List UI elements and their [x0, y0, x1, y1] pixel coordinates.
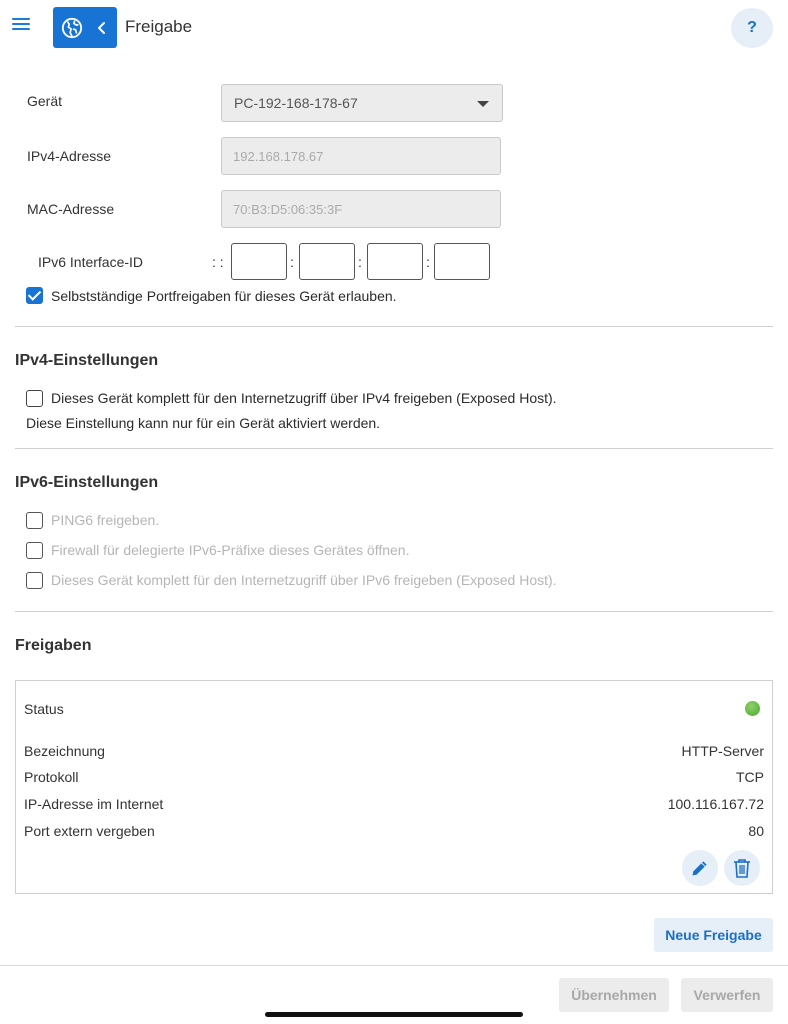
freigabe-card [15, 680, 773, 894]
row-value: 100.116.167.72 [667, 796, 764, 812]
nav-back-button[interactable] [53, 7, 117, 48]
ipv6-separator: : [290, 254, 294, 270]
ipv6-separator: : [426, 254, 430, 270]
delete-button[interactable] [724, 850, 760, 886]
ping6-checkbox[interactable] [26, 512, 43, 529]
discard-button[interactable]: Verwerfen [681, 978, 773, 1012]
freigaben-title: Freigaben [15, 637, 92, 654]
row-value: TCP [736, 769, 764, 785]
mac-label: MAC-Adresse [27, 201, 115, 217]
pencil-icon [690, 858, 710, 878]
ipv6-interface-label: IPv6 Interface-ID [38, 254, 144, 270]
help-button[interactable]: ? [731, 8, 773, 48]
trash-icon [733, 858, 751, 878]
ipv6-prefix: : : [212, 254, 224, 270]
apply-button[interactable]: Übernehmen [559, 978, 669, 1012]
device-select-value: PC-192-168-178-67 [234, 95, 358, 111]
row-value: HTTP-Server [681, 743, 764, 759]
mac-field: 70:B3:D5:06:35:3F [221, 190, 501, 228]
device-label: Gerät [27, 93, 63, 109]
row-value: 80 [748, 823, 764, 839]
ipv6-separator: : [358, 254, 362, 270]
row-label: IP-Adresse im Internet [24, 796, 164, 812]
footer-divider [0, 965, 788, 966]
row-label: Port extern vergeben [24, 823, 155, 839]
status-indicator [745, 701, 760, 716]
hamburger-icon[interactable] [10, 14, 34, 38]
divider [15, 611, 773, 612]
ipv4-exposed-host-checkbox[interactable] [26, 390, 43, 407]
divider [15, 448, 773, 449]
page-title: Freigabe [125, 17, 193, 36]
ipv6-segment-1[interactable] [231, 243, 287, 280]
caret-down-icon [477, 101, 489, 107]
ping6-label: PING6 freigeben. [51, 512, 160, 528]
firewall-label: Firewall für delegierte IPv6-Präfixe dieses Gerätes öffnen. [51, 542, 410, 558]
divider [15, 326, 773, 327]
header [0, 0, 788, 56]
edit-button[interactable] [682, 850, 718, 886]
allow-portforward-label: Selbstständige Portfreigaben für dieses Gerät erlauben. [51, 288, 397, 304]
ipv6-section-title: IPv6-Einstellungen [15, 474, 159, 491]
row-label: Bezeichnung [24, 743, 105, 759]
ipv4-section-title: IPv4-Einstellungen [15, 352, 159, 369]
ipv6-exposed-host-label: Dieses Gerät komplett für den Internetzugriff über IPv6 freigeben (Exposed Host). [51, 572, 557, 588]
ipv6-segment-2[interactable] [299, 243, 355, 280]
row-label: Protokoll [24, 769, 79, 785]
ipv4-exposed-host-label: Dieses Gerät komplett für den Internetzugriff über IPv4 freigeben (Exposed Host). [51, 390, 557, 406]
chevron-left-icon [95, 21, 109, 35]
ipv4-label: IPv4-Adresse [27, 148, 112, 164]
ipv6-exposed-host-checkbox[interactable] [26, 572, 43, 589]
status-label: Status [24, 701, 64, 717]
device-select[interactable] [221, 84, 503, 122]
new-freigabe-button[interactable]: Neue Freigabe [654, 918, 773, 952]
ipv4-field: 192.168.178.67 [221, 137, 501, 175]
allow-portforward-checkbox[interactable] [26, 287, 43, 304]
home-indicator [265, 1012, 523, 1017]
globe-icon [61, 17, 83, 39]
ipv6-segment-3[interactable] [367, 243, 423, 280]
firewall-checkbox[interactable] [26, 542, 43, 559]
ipv6-segment-4[interactable] [434, 243, 490, 280]
ipv4-note: Diese Einstellung kann nur für ein Gerät aktiviert werden. [26, 415, 381, 431]
